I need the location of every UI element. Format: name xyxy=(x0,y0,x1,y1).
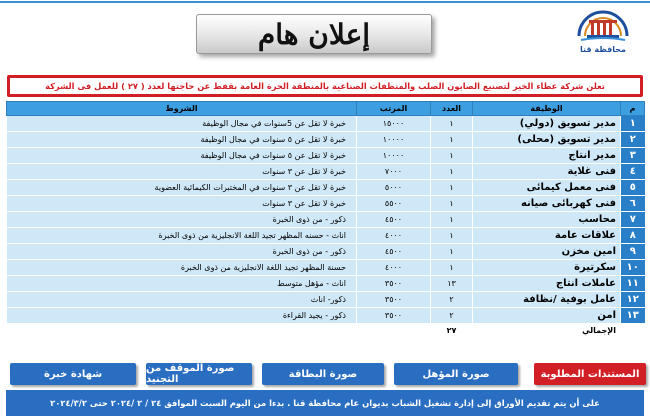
row-count: ١ xyxy=(431,228,473,244)
doc-experience-certificate: شهادة خبرة xyxy=(10,363,136,385)
row-conditions: خبرة لا تقل عن 5سنوات في مجال الوظيفة xyxy=(7,116,357,132)
required-documents-label: المستندات المطلوبة xyxy=(534,363,646,385)
header-conditions: الشروط xyxy=(7,102,357,116)
row-count: ١ xyxy=(431,132,473,148)
row-salary: ٣٥٠٠ xyxy=(357,276,431,292)
row-conditions: اناث - حسنه المظهر تجيد اللغة الانجليزية من ذوى الخبرة xyxy=(7,228,357,244)
doc-military-status-copy: صورة الموقف من التجنيد xyxy=(146,363,252,385)
row-count: ١ xyxy=(431,148,473,164)
footer-text: على أن يتم تقديم الأوراق إلى إدارة تشغيل الشباب بديوان عام محافظة قنا . بدءا من اليوم السبت الموافق ٢٤ / ٢ /٢٠٢٤ حتى ٢٠٢٤/٣/٢ xyxy=(50,398,600,408)
row-num: ١١ xyxy=(621,276,645,292)
row-count: ١ xyxy=(431,164,473,180)
row-num: ٧ xyxy=(621,212,645,228)
row-num: ٢ xyxy=(621,132,645,148)
row-num: ٣ xyxy=(621,148,645,164)
table-row xyxy=(7,244,645,260)
row-salary: ٣٥٠٠ xyxy=(357,292,431,308)
total-count: ٢٧ xyxy=(431,324,473,338)
row-num: ٤ xyxy=(621,164,645,180)
row-count: ٢ xyxy=(431,292,473,308)
row-conditions: خبرة لا تقل عن ٥ سنوات في مجال الوظيفة xyxy=(7,132,357,148)
row-count: ١ xyxy=(431,260,473,276)
table-total-row xyxy=(7,324,645,338)
row-count: ٢ xyxy=(431,308,473,324)
header-salary: المرتب xyxy=(357,102,431,116)
row-salary: ١٠٠٠٠ xyxy=(357,132,431,148)
table-row xyxy=(7,164,645,180)
row-salary: ٥٠٠٠ xyxy=(357,180,431,196)
row-num: ١ xyxy=(621,116,645,132)
footer-banner xyxy=(6,390,644,416)
row-conditions: ذكور - يجيد القراءة xyxy=(7,308,357,324)
jobs-table-container xyxy=(6,101,644,338)
row-salary: ٧٠٠٠ xyxy=(357,164,431,180)
doc-id-card-copy: صورة البطاقة xyxy=(262,363,384,385)
table-row xyxy=(7,212,645,228)
row-salary: ١٥٠٠٠ xyxy=(357,116,431,132)
row-conditions: ذكور- اناث xyxy=(7,292,357,308)
row-job: امن xyxy=(473,308,621,324)
row-salary: ٤٠٠٠ xyxy=(357,228,431,244)
row-count: ١ xyxy=(431,196,473,212)
row-job: علاقات عامة xyxy=(473,228,621,244)
row-num: ٩ xyxy=(621,244,645,260)
row-job: مدير تسويق (محلى) xyxy=(473,132,621,148)
row-job: عاملات انتاج xyxy=(473,276,621,292)
logo-caption: محافظة قنا xyxy=(580,45,626,54)
row-salary: ٤٥٠٠ xyxy=(357,244,431,260)
top-divider-line xyxy=(0,1,650,3)
row-salary: ٥٥٠٠ xyxy=(357,196,431,212)
row-job: فنى كهربائى صيانه xyxy=(473,196,621,212)
row-job: فنى غلاية xyxy=(473,164,621,180)
header-num: م xyxy=(621,102,645,116)
row-num: ٦ xyxy=(621,196,645,212)
table-header-row xyxy=(7,102,645,116)
row-num: ٥ xyxy=(621,180,645,196)
table-row xyxy=(7,180,645,196)
row-num: ١٢ xyxy=(621,292,645,308)
table-row xyxy=(7,276,645,292)
row-count: ١ xyxy=(431,116,473,132)
table-row xyxy=(7,292,645,308)
governorate-logo xyxy=(568,6,638,58)
row-count: ١ xyxy=(431,212,473,228)
table-row xyxy=(7,308,645,324)
row-job: مدير انتاج xyxy=(473,148,621,164)
table-row xyxy=(7,196,645,212)
required-documents-row xyxy=(6,363,646,385)
row-salary: ٤٥٠٠ xyxy=(357,212,431,228)
table-row xyxy=(7,132,645,148)
row-count: ١٣ xyxy=(431,276,473,292)
row-conditions: خبرة لا تقل عن ٣ سنوات xyxy=(7,164,357,180)
row-conditions: خبرة لا تقل عن ٣ سنوات xyxy=(7,196,357,212)
subtitle-banner xyxy=(7,75,643,97)
row-num: ١٣ xyxy=(621,308,645,324)
row-conditions: حسنة المظهر تجيد اللغة الانجليزية من ذوى الخبرة xyxy=(7,260,357,276)
row-job: فنى معمل كيمائى xyxy=(473,180,621,196)
row-salary: ١٠٠٠٠ xyxy=(357,148,431,164)
total-spacer xyxy=(621,324,645,338)
total-label: الإجمالي xyxy=(473,324,621,338)
total-empty-conditions xyxy=(7,324,357,338)
row-job: امين مخزن xyxy=(473,244,621,260)
total-empty-salary xyxy=(357,324,431,338)
row-count: ١ xyxy=(431,180,473,196)
page-title: إعلان هام xyxy=(257,17,371,51)
row-job: محاسب xyxy=(473,212,621,228)
table-row xyxy=(7,260,645,276)
row-num: ٨ xyxy=(621,228,645,244)
header-count: العدد xyxy=(431,102,473,116)
table-row xyxy=(7,116,645,132)
row-job: مدير تسويق (دولي) xyxy=(473,116,621,132)
table-row xyxy=(7,228,645,244)
row-num: ١٠ xyxy=(621,260,645,276)
announcement-title-box xyxy=(196,14,432,54)
table-row xyxy=(7,148,645,164)
row-job: عامل بوفية /نظافة xyxy=(473,292,621,308)
row-conditions: خبرة لا تقل عن ٣ سنوات في المختبرات الكيمائية العضوية xyxy=(7,180,357,196)
row-conditions: اناث - مؤهل متوسط xyxy=(7,276,357,292)
jobs-table xyxy=(6,101,645,338)
doc-qualification-copy: صورة المؤهل xyxy=(394,363,518,385)
row-count: ١ xyxy=(431,244,473,260)
row-conditions: خبرة لا تقل عن ٥ سنوات في مجال الوظيفة xyxy=(7,148,357,164)
row-conditions: ذكور - من ذوى الخبرة xyxy=(7,212,357,228)
row-salary: ٤٠٠٠ xyxy=(357,260,431,276)
header-job: الوظيفة xyxy=(473,102,621,116)
row-job: سكرتيرة xyxy=(473,260,621,276)
row-salary: ٣٥٠٠ xyxy=(357,308,431,324)
temple-logo-icon xyxy=(575,6,631,44)
row-conditions: ذكور - من ذوى الخبرة xyxy=(7,244,357,260)
subtitle-text: تعلن شركة عطاء الخير لتصنيع الصابون الصلب والمنظفات الصناعية بالمنطقة الحرة العامة بقفط عن حاجتها لعدد ( ٢٧ ) للعمل فى الشركة xyxy=(45,81,605,91)
